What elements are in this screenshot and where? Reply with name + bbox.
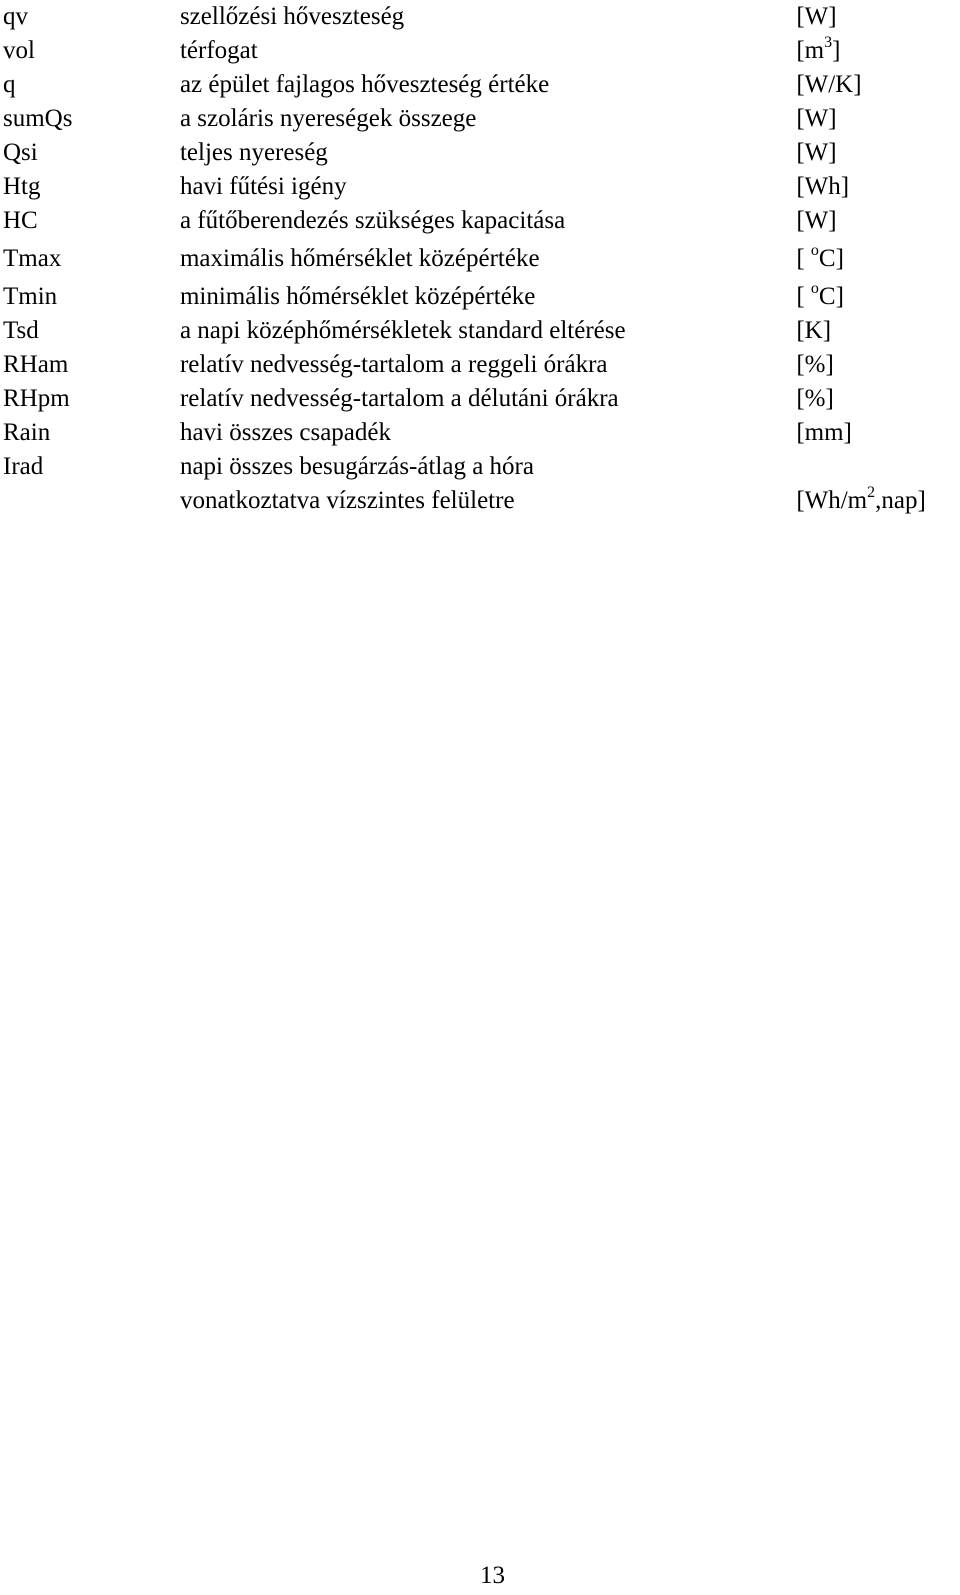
unit-text: [Wh/m — [796, 487, 868, 514]
unit-text: [ — [796, 245, 811, 272]
description-cell: relatív nedvesség-tartalom a délutáni órákra — [179, 385, 619, 412]
unit-cell: [%] — [796, 385, 834, 412]
symbol-cell: RHam — [3, 351, 69, 378]
description-cell: minimális hőmérséklet középértéke — [179, 283, 536, 310]
unit-cell: [W] — [796, 105, 837, 132]
symbol-cell: qv — [3, 3, 28, 30]
symbol-cell: Tmax — [3, 245, 62, 272]
description-line: napi összes besugárzás-átlag a hóra — [179, 453, 534, 480]
symbol-cell: sumQs — [3, 105, 73, 132]
unit-superscript: 3 — [824, 34, 833, 51]
description-cell: relatív nedvesség-tartalom a reggeli órákra — [179, 351, 608, 378]
unit-cell: [W/K] — [796, 71, 862, 98]
description-cell: az épület fajlagos hőveszteség értéke — [179, 71, 550, 98]
unit-cell — [796, 276, 960, 314]
unit-cell: [W] — [796, 139, 837, 166]
table-row — [0, 68, 960, 102]
unit-text: C] — [818, 245, 844, 272]
symbol-cell: Tsd — [3, 317, 39, 344]
unit-cell: [W] — [796, 207, 837, 234]
symbol-cell: Qsi — [3, 139, 38, 166]
unit-text: ] — [832, 37, 841, 64]
symbol-table — [0, 0, 960, 518]
table-row — [0, 450, 960, 518]
symbol-cell: Tmin — [3, 283, 58, 310]
unit-cell: [%] — [796, 351, 834, 378]
description-line: vonatkoztatva vízszintes felületre — [179, 487, 515, 514]
unit-superscript: o — [810, 242, 819, 259]
table-row — [0, 416, 960, 450]
description-cell: szellőzési hőveszteség — [179, 3, 405, 30]
description-cell — [180, 450, 796, 518]
page-number: 13 — [480, 1562, 505, 1589]
unit-text: [m — [796, 37, 825, 64]
description-cell: havi fűtési igény — [179, 173, 347, 200]
table-row — [0, 276, 960, 314]
table-row — [0, 382, 960, 416]
unit-cell: [K] — [796, 317, 832, 344]
symbol-cell: vol — [3, 37, 35, 64]
unit-cell: [Wh] — [796, 173, 850, 200]
unit-cell — [796, 450, 960, 518]
description-cell: a fűtőberendezés szükséges kapacitása — [179, 207, 566, 234]
symbol-cell: Htg — [3, 173, 41, 200]
table-row — [0, 34, 960, 68]
table-row — [0, 204, 960, 238]
unit-text: [ — [796, 283, 811, 310]
unit-cell — [796, 34, 960, 68]
description-cell: a napi középhőmérsékletek standard eltérése — [179, 317, 626, 344]
symbol-cell: Rain — [3, 419, 51, 446]
symbol-cell: Irad — [3, 453, 44, 480]
symbol-cell: q — [3, 71, 16, 98]
description-cell: a szoláris nyereségek összege — [179, 105, 477, 132]
symbol-cell: HC — [3, 207, 38, 234]
table-row — [0, 0, 960, 34]
unit-cell: [W] — [796, 3, 837, 30]
table-row — [0, 314, 960, 348]
description-cell: teljes nyereség — [179, 139, 328, 166]
unit-cell — [796, 238, 960, 276]
description-cell: térfogat — [179, 37, 258, 64]
table-row — [0, 238, 960, 276]
unit-superscript: o — [810, 280, 819, 297]
description-cell: maximális hőmérséklet középértéke — [179, 245, 540, 272]
symbol-cell: RHpm — [3, 385, 70, 412]
description-cell: havi összes csapadék — [179, 419, 391, 446]
unit-text: ,nap] — [875, 487, 926, 514]
table-row — [0, 102, 960, 136]
unit-superscript: 2 — [867, 484, 876, 501]
unit-text: C] — [818, 283, 844, 310]
table-row — [0, 136, 960, 170]
table-row — [0, 170, 960, 204]
unit-cell: [mm] — [796, 419, 852, 446]
table-row — [0, 348, 960, 382]
